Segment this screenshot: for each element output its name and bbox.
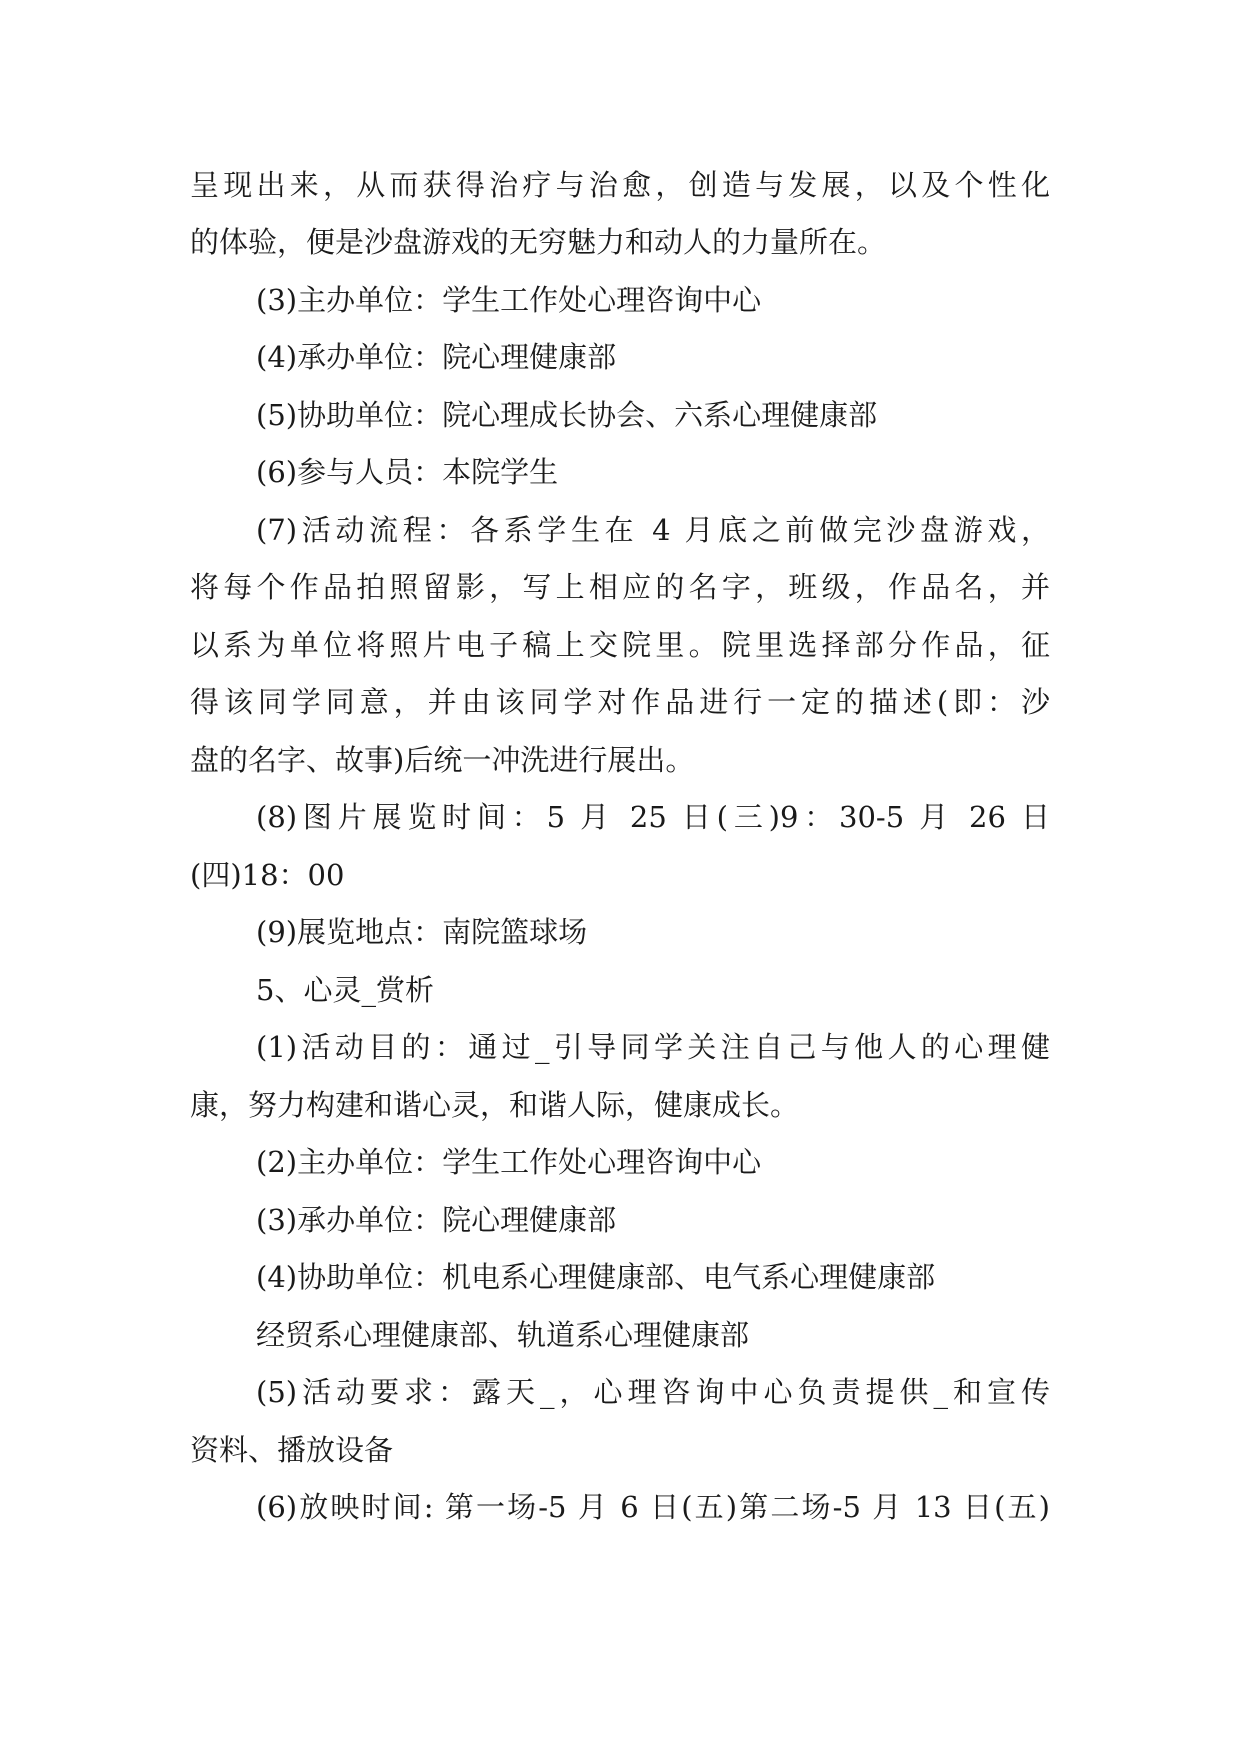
text-line-18: (2)主办单位：学生工作处心理咨询中心 [256,1145,762,1179]
text-line-16: (1)活动目的：通过_引导同学关注自己与他人的心理健 [256,1030,1050,1064]
text-line-11: 盘的名字、故事)后统一冲洗进行展出。 [190,743,695,777]
text-line-4: (4)承办单位：院心理健康部 [256,340,617,374]
text-line-1: 呈现出来，从而获得治疗与治愈，创造与发展，以及个性化 [190,168,1050,202]
text-line-7: (7)活动流程：各系学生在 4 月底之前做完沙盘游戏， [256,513,1050,547]
text-line-8: 将每个作品拍照留影，写上相应的名字，班级，作品名，并 [190,570,1050,604]
text-line-20: (4)协助单位：机电系心理健康部、电气系心理健康部 [256,1260,936,1294]
text-line-19: (3)承办单位：院心理健康部 [256,1203,617,1237]
text-line-24: (6)放映时间: 第一场-5 月 6 日(五)第二场-5 月 13 日(五) [256,1490,1050,1524]
text-line-5: (5)协助单位：院心理成长协会、六系心理健康部 [256,398,878,432]
text-line-2: 的体验，便是沙盘游戏的无穷魅力和动人的力量所在。 [190,225,887,259]
section-heading-5: 5、心灵_赏析 [256,973,434,1007]
text-line-3: (3)主办单位：学生工作处心理咨询中心 [256,283,762,317]
text-line-10: 得该同学同意，并由该同学对作品进行一定的描述(即：沙 [190,685,1050,719]
text-line-21: 经贸系心理健康部、轨道系心理健康部 [256,1318,750,1352]
text-line-9: 以系为单位将照片电子稿上交院里。院里选择部分作品，征 [190,628,1050,662]
text-line-17: 康，努力构建和谐心灵，和谐人际，健康成长。 [190,1088,800,1122]
text-line-22: (5)活动要求：露天_，心理咨询中心负责提供_和宣传 [256,1375,1050,1409]
text-line-12: (8)图片展览时间：5 月 25 日(三)9：30-5 月 26 日 [256,800,1050,834]
text-line-14: (9)展览地点：南院篮球场 [256,915,588,949]
text-line-6: (6)参与人员：本院学生 [256,455,559,489]
text-line-13: (四)18：00 [190,858,345,892]
text-line-23: 资料、播放设备 [190,1433,394,1467]
